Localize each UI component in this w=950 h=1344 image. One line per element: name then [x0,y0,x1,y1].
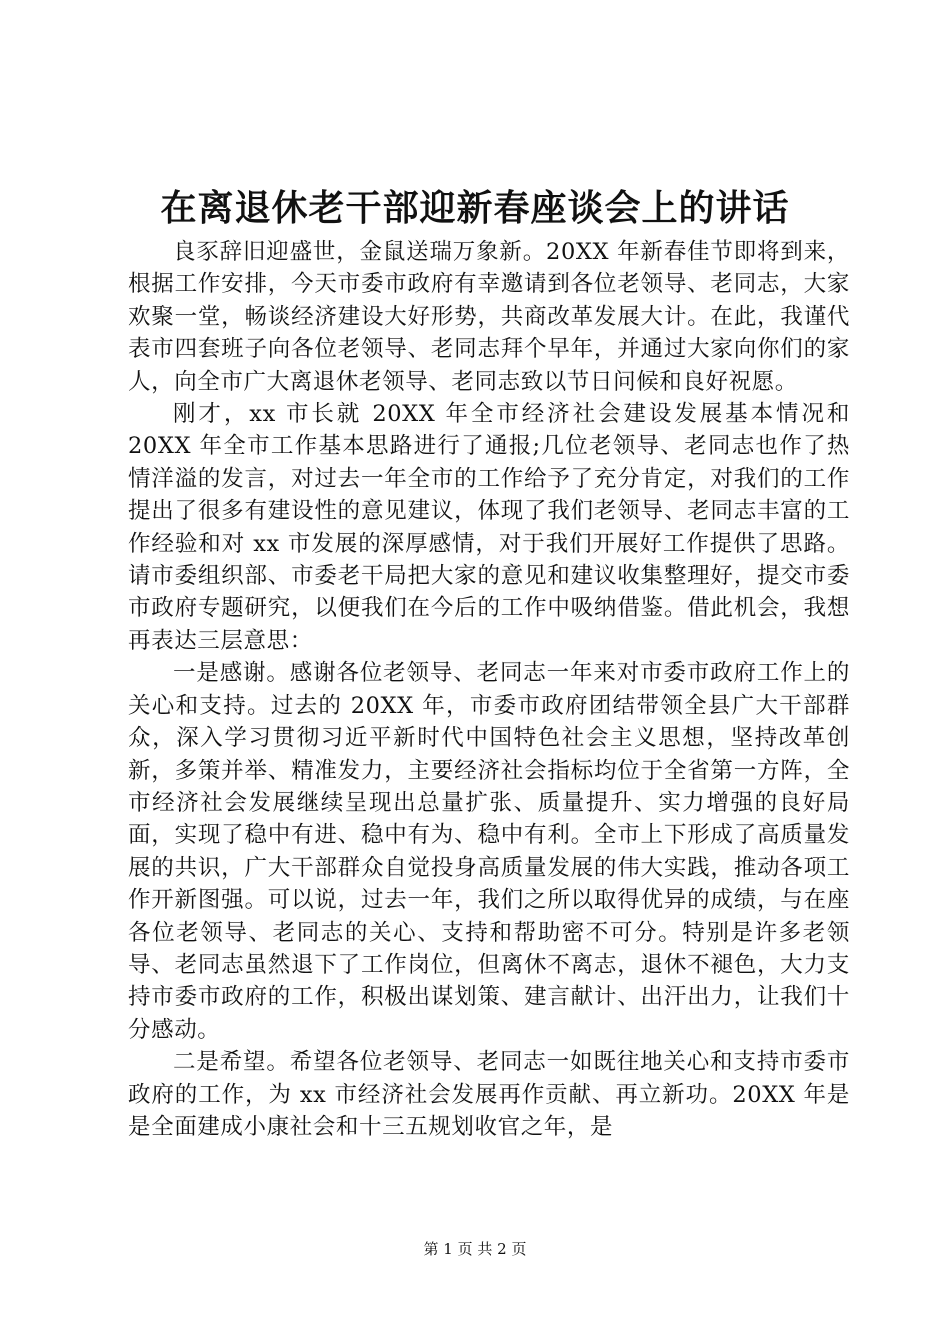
page-number-footer: 第 1 页 共 2 页 [423,1240,527,1258]
paragraph-thanks: 一是感谢。感谢各位老领导、老同志一年来对市委市政府工作上的关心和支持。过去的 20XX 年，市委市政府团结带领全县广大干部群众，深入学习贯彻习近平新时代中国特色社会主义思想，坚持改革创新，多策并举、精准发力，主要经济社会指标均位于全省第一方阵，全市经济社会发展继续呈现出总量扩张、质量提升、实力增强的良好局面，实现了稳中有进、稳中有为、稳中有利。全市上下形成了高质量发展的共识，广大干部群众自觉投身高质量发展的伟大实践，推动各项工作开新图强。可以说，过去一年，我们之所以取得优异的成绩，与在座各位老领导、老同志的关心、支持和帮助密不可分。特别是许多老领导、老同志虽然退下了工作岗位，但离休不离志，退休不褪色，大力支持市委市政府的工作，积极出谋划策、建言献计、出汗出力，让我们十分感动。 [128,660,850,1043]
document-title: 在离退休老干部迎新春座谈会上的讲话 [160,187,790,229]
paragraph-hopes: 二是希望。希望各位老领导、老同志一如既往地关心和支持市委市政府的工作，为 xx 市经济社会发展再作贡献、再立新功。20XX 年是是全面建成小康社会和十三五规划收官之年，是 [128,1049,850,1140]
paragraph-opening: 良豕辞旧迎盛世，金鼠送瑞万象新。20XX 年新春佳节即将到来，根据工作安排，今天市委市政府有幸邀请到各位老领导、老同志，大家欢聚一堂，畅谈经济建设大好形势，共商改革发展大计。在此，我谨代表市四套班子向各位老领导、老同志拜个早年，并通过大家向你们的家人，向全市广大离退休老领导、老同志致以节日问候和良好祝愿。 [128,239,850,395]
paragraph-review: 刚才，xx 市长就 20XX 年全市经济社会建设发展基本情况和 20XX 年全市工作基本思路进行了通报;几位老领导、老同志也作了热情洋溢的发言，对过去一年全市的工作给予了充分肯定，对我们的工作提出了很多有建设性的意见建议，体现了我们老领导、老同志丰富的工作经验和对 xx 市发展的深厚感情，对于我们开展好工作提供了思路。请市委组织部、市委老干局把大家的意见和建议收集整理好，提交市委市政府专题研究，以便我们在今后的工作中吸纳借鉴。借此机会，我想再表达三层意思： [128,401,850,654]
document-body [128,236,850,1143]
